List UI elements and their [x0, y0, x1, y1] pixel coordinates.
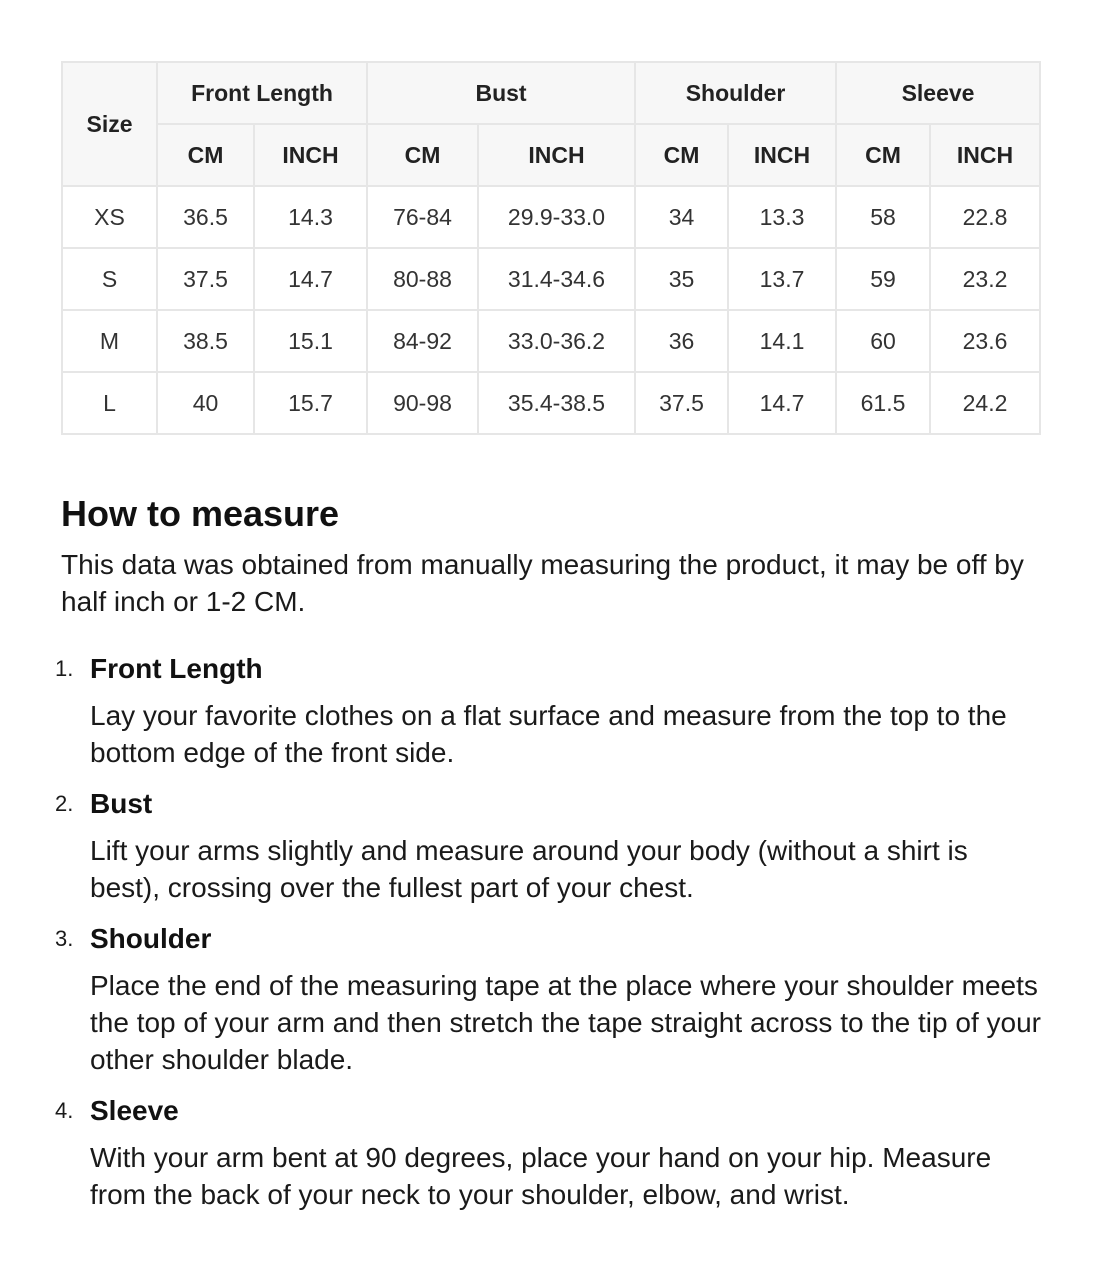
- table-cell: 37.5: [635, 372, 728, 434]
- step-title: Front Length: [90, 653, 263, 684]
- table-cell: 90-98: [367, 372, 478, 434]
- table-cell: 58: [836, 186, 930, 248]
- size-cell: S: [62, 248, 157, 310]
- table-row: [62, 310, 1040, 372]
- unit-header: INCH: [478, 124, 635, 186]
- step-number: 2.: [55, 791, 74, 816]
- table-row: [62, 248, 1040, 310]
- table-row: [62, 186, 1040, 248]
- table-cell: 14.1: [728, 310, 836, 372]
- table-cell: 23.6: [930, 310, 1040, 372]
- section-title: How to measure: [61, 493, 340, 534]
- step-shoulder: [55, 920, 1041, 1078]
- unit-header: CM: [367, 124, 478, 186]
- table-cell: 59: [836, 248, 930, 310]
- unit-header: CM: [836, 124, 930, 186]
- group-header-sleeve: Sleeve: [836, 62, 1040, 124]
- table-cell: 14.7: [728, 372, 836, 434]
- step-title: Bust: [90, 788, 153, 819]
- measure-steps-list: [55, 650, 1041, 1213]
- step-number: 3.: [55, 926, 74, 951]
- step-front-length: [55, 650, 1041, 771]
- intro-text: This data was obtained from manually measuring the product, it may be off by half inch or 1-2 CM.: [61, 549, 1024, 617]
- table-cell: 13.7: [728, 248, 836, 310]
- group-header-shoulder: Shoulder: [635, 62, 836, 124]
- table-cell: 29.9-33.0: [478, 186, 635, 248]
- table-cell: 76-84: [367, 186, 478, 248]
- table-cell: 80-88: [367, 248, 478, 310]
- table-unit-row: [62, 124, 1040, 186]
- step-number: 1.: [55, 656, 74, 681]
- group-header-front-length: Front Length: [157, 62, 367, 124]
- table-row: [62, 372, 1040, 434]
- table-cell: 15.1: [254, 310, 367, 372]
- table-cell: 14.3: [254, 186, 367, 248]
- how-to-measure-section: [55, 490, 1041, 1227]
- table-cell: 37.5: [157, 248, 254, 310]
- step-description: Lift your arms slightly and measure around your body (without a shirt is best), crossing over the fullest part of your chest.: [90, 835, 968, 903]
- table-cell: 31.4-34.6: [478, 248, 635, 310]
- table-cell: 15.7: [254, 372, 367, 434]
- table-cell: 84-92: [367, 310, 478, 372]
- step-number: 4.: [55, 1098, 74, 1123]
- step-description: Lay your favorite clothes on a flat surface and measure from the top to the bottom edge of the front side.: [90, 700, 1007, 768]
- table-cell: 14.7: [254, 248, 367, 310]
- step-title: Shoulder: [90, 923, 212, 954]
- table-cell: 24.2: [930, 372, 1040, 434]
- table-cell: 36.5: [157, 186, 254, 248]
- table-cell: 38.5: [157, 310, 254, 372]
- step-sleeve: [55, 1092, 1041, 1213]
- size-chart-table: [61, 61, 1041, 435]
- unit-header: CM: [635, 124, 728, 186]
- group-header-bust: Bust: [367, 62, 635, 124]
- size-cell: L: [62, 372, 157, 434]
- step-bust: [55, 785, 1041, 906]
- size-column-header: Size: [62, 62, 157, 186]
- table-cell: 61.5: [836, 372, 930, 434]
- table-cell: 22.8: [930, 186, 1040, 248]
- table-cell: 36: [635, 310, 728, 372]
- unit-header: INCH: [930, 124, 1040, 186]
- table-header-row: [62, 62, 1040, 124]
- table-cell: 23.2: [930, 248, 1040, 310]
- table-cell: 35.4-38.5: [478, 372, 635, 434]
- table-cell: 40: [157, 372, 254, 434]
- table-cell: 60: [836, 310, 930, 372]
- unit-header: INCH: [728, 124, 836, 186]
- unit-header: INCH: [254, 124, 367, 186]
- step-description: Place the end of the measuring tape at the place where your shoulder meets the top of your arm and then stretch the tape straight across to the tip of your other shoulder blade.: [90, 970, 1041, 1075]
- step-description: With your arm bent at 90 degrees, place your hand on your hip. Measure from the back of your neck to your shoulder, elbow, and wrist.: [90, 1142, 992, 1210]
- size-cell: XS: [62, 186, 157, 248]
- table-cell: 13.3: [728, 186, 836, 248]
- table-cell: 34: [635, 186, 728, 248]
- table-cell: 33.0-36.2: [478, 310, 635, 372]
- table-cell: 35: [635, 248, 728, 310]
- step-title: Sleeve: [90, 1095, 179, 1126]
- size-cell: M: [62, 310, 157, 372]
- unit-header: CM: [157, 124, 254, 186]
